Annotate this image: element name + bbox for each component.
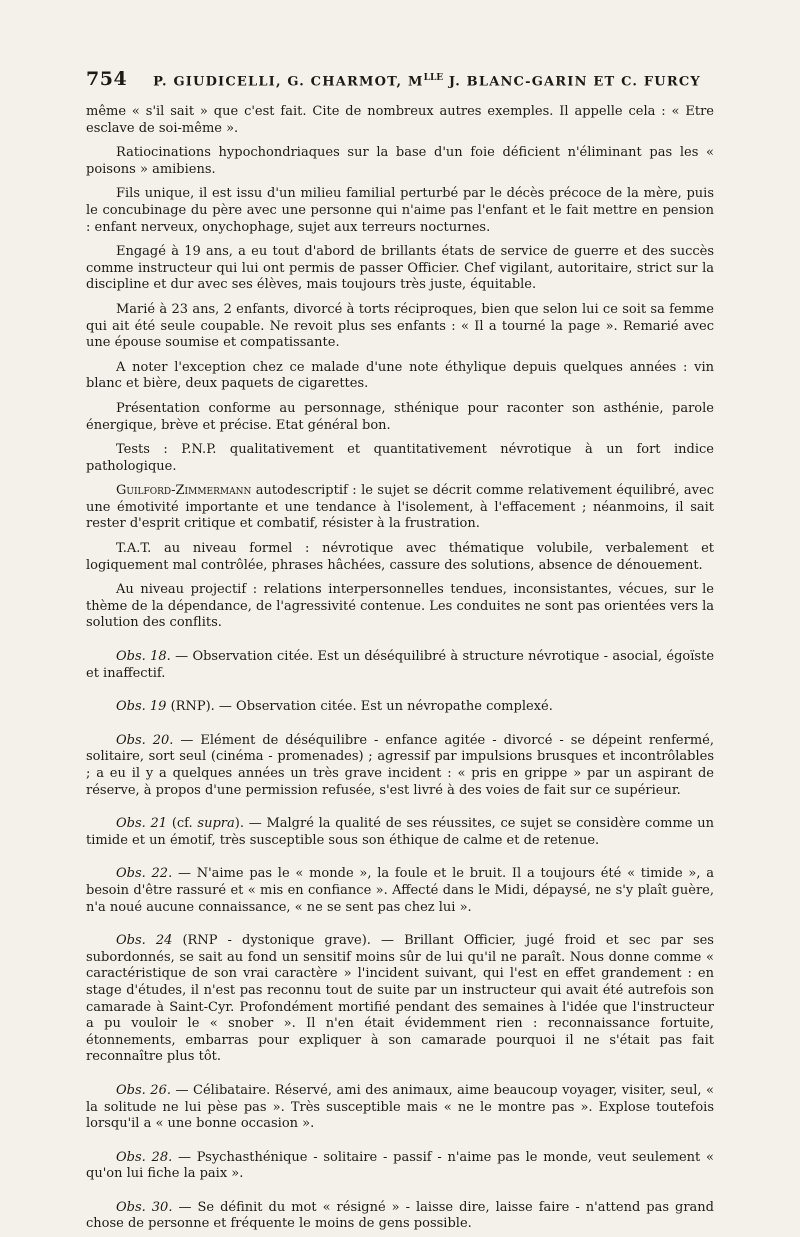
paragraph — [86, 483, 714, 533]
paragraph — [86, 244, 714, 294]
running-head — [153, 73, 701, 89]
test-name: Guilford-Zimmermann — [116, 483, 252, 499]
observation-paragraph — [86, 1150, 714, 1183]
paragraph-text: A noter l'exception chez ce malade d'une note éthylique depuis quelques années : vin blanc et bière, deux paquets de cigarettes. — [86, 359, 714, 392]
observation-label: Obs. 18. — [116, 649, 171, 665]
paragraph — [86, 401, 714, 434]
paragraph-text: — N'aime pas le « monde », la foule et le bruit. Il a toujours été « timide », a besoin d'être rassuré et « mis en confiance ». Affecté dans le Midi, dépaysé, ne s'y plaît guère, n'a noué aucune connaissance, « ne se sent pas chez lui ». — [86, 866, 714, 915]
paragraph — [86, 104, 714, 137]
paragraph — [86, 442, 714, 475]
paragraph-text: ). — Malgré la qualité de ses réussites, ce sujet se considère comme un timide et un émotif, très susceptible sous son éthique de calme et de retenue. — [86, 816, 714, 848]
observation-label: Obs. 22. — [116, 866, 173, 882]
observation-paragraph — [86, 1200, 714, 1233]
observation-paragraph — [86, 733, 714, 799]
observation-paragraph — [86, 699, 714, 716]
body-text — [86, 104, 714, 1233]
observation-paragraph — [86, 816, 714, 849]
page-header — [86, 68, 714, 90]
observation-paragraph — [86, 649, 714, 682]
paragraph-text: autodescriptif : le sujet se décrit comme relativement équilibré, avec une émotivité importante et une tendance à l'isolement, à l'effacement ; néanmoins, il sait rester d'esprit critique et combatif, résister à la frustration. — [86, 483, 714, 532]
paragraph-text: — Observation citée. Est un déséquilibré à structure névrotique - asocial, égoïste et inaffectif. — [86, 649, 715, 681]
italic-text: supra — [197, 816, 235, 832]
observation-label: Obs. 28. — [116, 1149, 173, 1165]
paragraph-text: Marié à 23 ans, 2 enfants, divorcé à torts réciproques, bien que selon lui ce soit sa femme qui ait été seule coupable. Ne revoit plus ses enfants : « Il a tourné la page ». Remarié avec une épouse soumise et compatissante. — [86, 301, 714, 351]
paragraph-text: (RNP - dystonique grave). — Brillant Officier, jugé froid et sec par ses subordonnés, se sait au fond un sensitif moins sûr de lui qu'il ne paraît. Nous donne comme « caractéristique de son vrai caractère » l'incident suivant, qui l'est en effet grandement : en stage d'études, il n'est pas reconnu tout de suite par un instructeur qui avait été autrefois son camarade à Saint-Cyr. Profondément mortifié pendant des semaines à l'idée que l'instructeur a pu vouloir le « snober ». Il n'en était évidemment rien : reconnaissance fortuite, étonnements, embarras pour expliquer à son camarade pourquoi il ne s'était pas fait reconnaître plus tôt. — [86, 933, 714, 1065]
paragraph-text: Présentation conforme au personnage, sthénique pour raconter son asthénie, parole énergique, brève et précise. Etat général bon. — [86, 400, 714, 433]
observation-paragraph — [86, 933, 714, 1066]
paragraph-text: — Psychasthénique - solitaire - passif - n'aime pas le monde, veut seulement « qu'on lui fiche la paix ». — [86, 1149, 715, 1182]
observation-paragraph — [86, 866, 714, 916]
observation-label: Obs. 19 — [116, 699, 167, 715]
paragraph-text: Engagé à 19 ans, a eu tout d'abord de brillants états de service de guerre et des succès comme instructeur qui lui ont permis de passer Officier. Chef vigilant, autoritaire, strict sur la discipline et dur avec ses élèves, mais toujours très juste, équitable. — [86, 244, 714, 293]
running-head-authors-a: P. GIUDICELLI, G. CHARMOT, M — [153, 74, 424, 89]
paragraph-text: Fils unique, il est issu d'un milieu familial perturbé par le décès précoce de la mère, puis le concubinage du père avec une personne qui n'aime pas l'enfant et le fait mettre en pension : enfant nerveux, onychophage, sujet aux terreurs nocturnes. — [86, 186, 714, 235]
paragraph — [86, 360, 714, 393]
observation-label: Obs. 24 — [116, 933, 173, 949]
paragraph-text: Tests : P.N.P. qualitativement et quantitativement névrotique à un fort indice pathologique. — [86, 442, 714, 474]
paragraph-text: — Elément de déséquilibre - enfance agitée - divorcé - se dépeint renfermé, solitaire, sort seul (cinéma - promenades) ; agressif par impulsions brusques et incontrôlables ; a eu il y a quelques années un très grave incident : « pris en grippe » par un aspirant de réserve, à propos d'une permission refusée, s'est livré à des voies de fait sur ce supérieur. — [86, 732, 714, 798]
paragraph-text: T.A.T. au niveau formel : névrotique avec thématique volubile, verbalement et logiquement mal contrôlée, phrases hâchées, cassure des solutions, absence de dénouement. — [86, 541, 714, 573]
running-head-authors-b: J. BLANC-GARIN ET C. FURCY — [443, 74, 701, 89]
paragraph-text: même « s'il sait » que c'est fait. Cite de nombreux autres exemples. Il appelle cela : « Etre esclave de soi-même ». — [86, 104, 714, 136]
paragraph-text: Ratiocinations hypochondriaques sur la base d'un foie déficient n'éliminant pas les « poisons » amibiens. — [86, 145, 714, 177]
paragraph-text: — Célibataire. Réservé, ami des animaux, aime beaucoup voyager, visiter, seul, « la solitude ne lui pèse pas ». Très susceptible mais « ne le montre pas ». Explose toutefois lorsqu'il a « une bonne occasion ». — [86, 1082, 714, 1132]
paragraph-text: (cf. — [167, 816, 198, 832]
paragraph — [86, 541, 714, 574]
paragraph — [86, 302, 714, 352]
observation-paragraph — [86, 1083, 714, 1133]
paragraph — [86, 145, 714, 178]
observation-label: Obs. 26. — [116, 1082, 171, 1098]
observation-label: Obs. 20. — [116, 732, 174, 748]
running-head-superscript: LLE — [423, 72, 444, 83]
observation-label: Obs. 30. — [116, 1199, 173, 1215]
paragraph-text: (RNP). — Observation citée. Est un névropathe complexé. — [166, 699, 553, 715]
paragraph-text: — Se définit du mot « résigné » - laisse dire, laisse faire - n'attend pas grand chose de personne et fréquente le moins de gens possible. — [86, 1199, 714, 1232]
observation-label: Obs. 21 — [116, 816, 168, 832]
paragraph — [86, 186, 714, 236]
paragraph — [86, 582, 714, 632]
page-number: 754 — [86, 68, 128, 90]
paragraph-text: Au niveau projectif : relations interpersonnelles tendues, inconsistantes, vécues, sur le thème de la dépendance, de l'agressivité contenue. Les conduites ne sont pas orientées vers la solution des conflits. — [86, 582, 714, 631]
